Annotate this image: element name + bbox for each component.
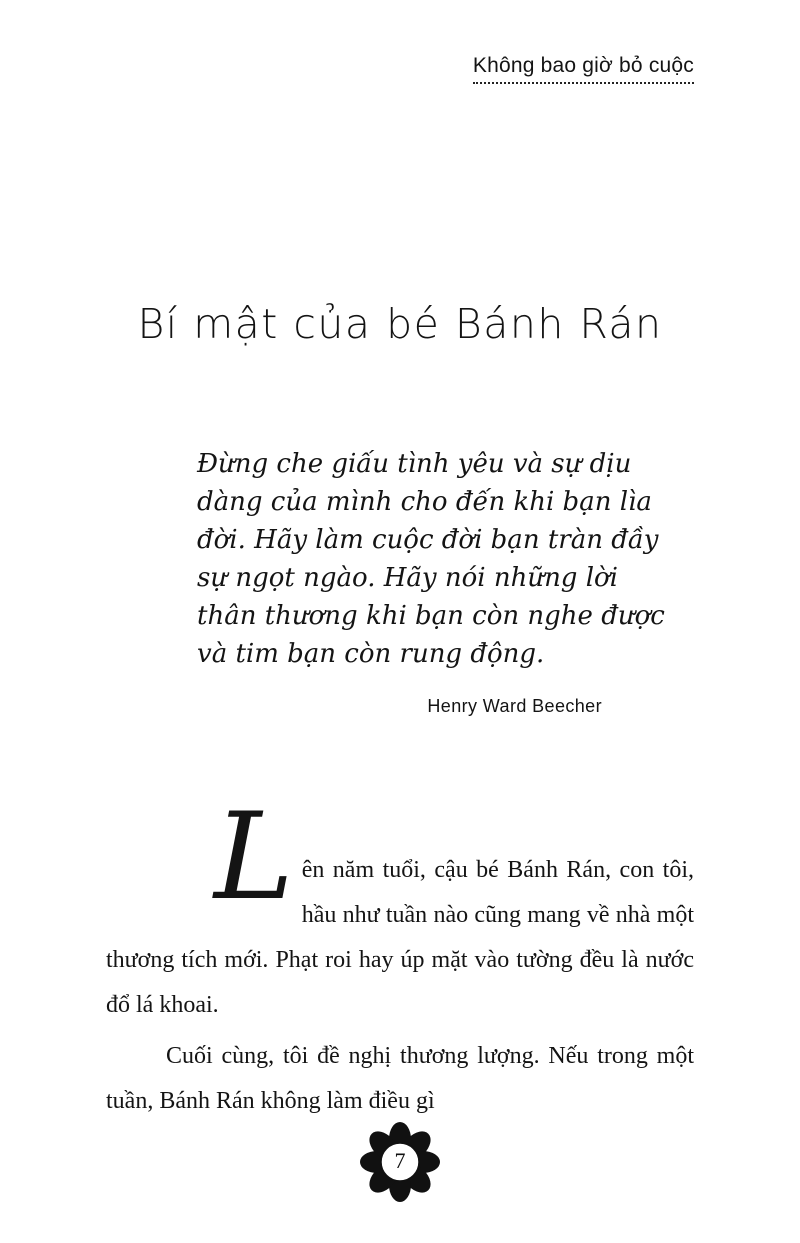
paragraph-1-text: ên năm tuổi, cậu bé Bánh Rán, con tôi, hầu như tuần nào cũng mang về nhà một thương tích mới. Phạt roi hay úp mặt vào tường đều là nước đổ lá khoai. (106, 857, 694, 1018)
body-paragraph-2: Cuối cùng, tôi đề nghị thương lượng. Nếu trong một tuần, Bánh Rán không làm điều gì (106, 1043, 694, 1114)
body-paragraph-1 (106, 788, 694, 1028)
epigraph-quote: Đừng che giấu tình yêu và sự dịu dàng của mình cho đến khi bạn lìa đời. Hãy làm cuộc đời bạn tràn đầy sự ngọt ngào. Hãy nói những lời thân thương khi bạn còn nghe được và tim bạn còn rung động. (197, 449, 665, 669)
chapter-title: Bí mật của bé Bánh Rán (137, 300, 663, 348)
drop-cap: L (214, 788, 294, 927)
page-number: 7 (394, 1148, 406, 1173)
body-text (106, 788, 694, 1124)
epigraph-author: Henry Ward Beecher (427, 696, 602, 716)
running-header: Không bao giờ bỏ cuộc (473, 54, 694, 84)
